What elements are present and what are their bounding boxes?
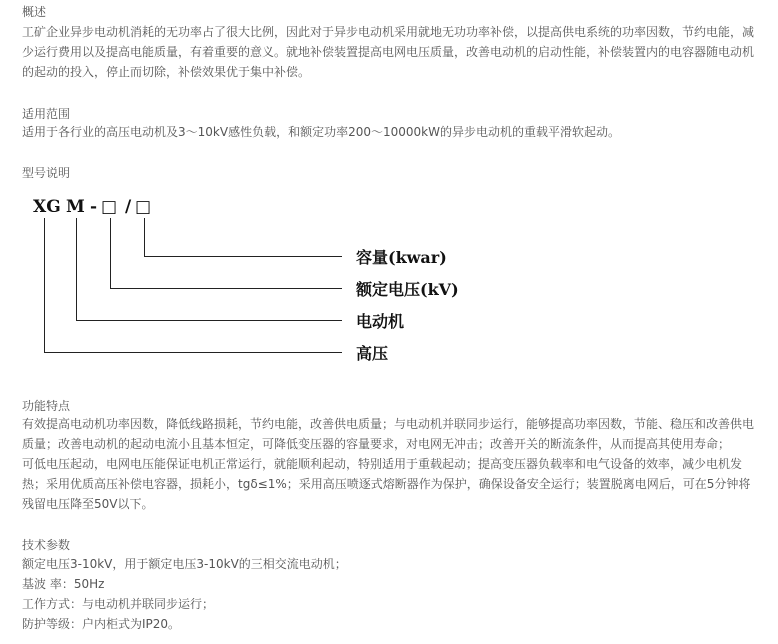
features-line: 有效提高电动机功率因数，降低线路损耗，节约电能，改善供电质量；与电动机并联同步运行，能够提高功率因数，节能、稳压和改善供电 — [22, 417, 755, 431]
leader-line-high-voltage — [45, 218, 343, 353]
scope-line: 适用于各行业的高压电动机及3～10kV感性负载，和额定功率200～10000kW的异步电动机的重载平滑软起动。 — [22, 125, 620, 139]
code-part-type: M — [66, 197, 85, 217]
overview-heading: 概述 — [22, 5, 47, 19]
leader-line-motor — [77, 218, 343, 321]
features-line: 热；采用优质高压补偿电容器，损耗小，tgδ≤1%；采用高压喷逐式熔断器作为保护，确保设备安全运行；装置脱离电网后，可在5分钟将 — [22, 477, 751, 491]
specs-line: 防护等级：户内柜式为IP20。 — [22, 617, 181, 631]
features-line: 残留电压降至50V以下。 — [22, 497, 154, 511]
code-part-voltage-box: □ — [101, 197, 118, 217]
features-heading: 功能特点 — [22, 399, 71, 413]
label-capacity: 容量(kwar) — [356, 248, 447, 267]
features-paragraph — [22, 414, 762, 514]
code-part-series: XG — [33, 197, 61, 217]
leader-line-voltage — [111, 218, 343, 289]
label-high-voltage: 高压 — [356, 344, 389, 363]
scope-heading: 适用范围 — [22, 107, 71, 121]
code-part-dash: - — [90, 197, 98, 217]
specs-line: 工作方式：与电动机并联同步运行； — [22, 597, 215, 611]
specs-line: 基波 率：50Hz — [22, 577, 105, 591]
overview-line: 工矿企业异步电动机消耗的无功率占了很大比例，因此对于异步电动机采用就地无功功率补偿，以提高供电系统的功率因数，节约电能，减 — [22, 25, 755, 39]
leader-line-capacity — [145, 218, 343, 257]
label-motor: 电动机 — [356, 312, 405, 331]
overview-line: 少运行费用以及提高电能质量，有着重要的意义。就地补偿装置提高电网电压质量，改善电动机的启动性能，补偿装置内的电容器随电动机 — [22, 45, 755, 59]
features-line: 质量；改善电动机的起动电流小且基本恒定，可降低变压器的容量要求，对电网无冲击；改善开关的断流条件，从而提高其使用寿命； — [22, 437, 731, 451]
specs-paragraph — [22, 554, 762, 634]
specs-line: 额定电压3-10kV，用于额定电压3-10kV的三相交流电动机； — [22, 557, 347, 571]
code-part-slash: / — [125, 197, 132, 217]
features-line: 可低电压起动，电网电压能保证电机正常运行，就能顺利起动，特别适用于重载起动；提高变压器负载率和电气设备的效率，减少电机发 — [22, 457, 743, 471]
overview-line: 的起动的投入，停止而切除，补偿效果优于集中补偿。 — [22, 65, 311, 79]
label-rated-voltage: 额定电压(kV) — [356, 280, 459, 299]
model-heading: 型号说明 — [22, 166, 71, 180]
code-part-capacity-box: □ — [135, 197, 152, 217]
specs-heading: 技术参数 — [22, 538, 71, 552]
